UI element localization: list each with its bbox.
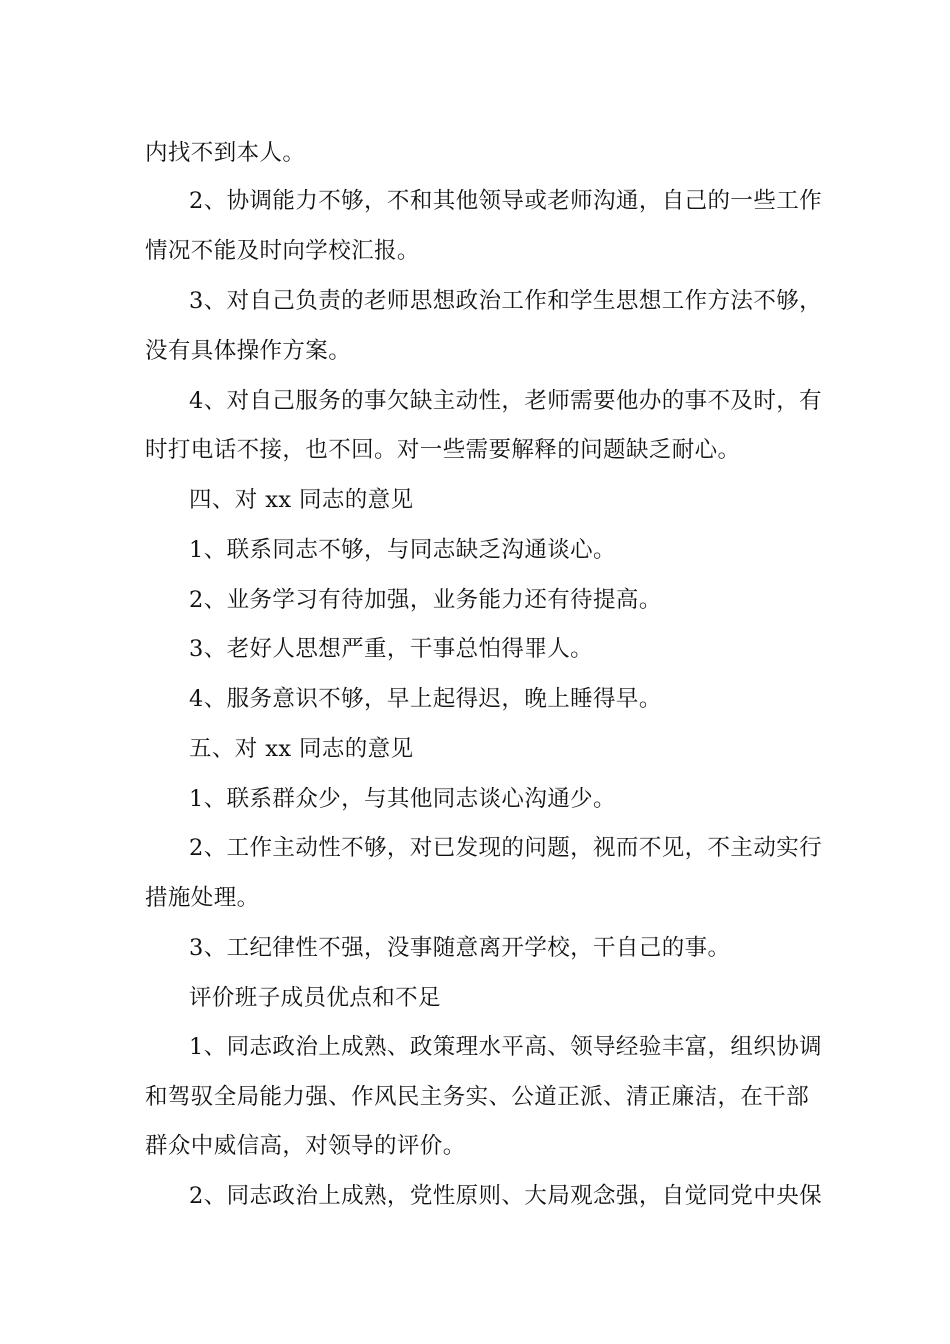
text-line: 1、同志政治上成熟、政策理水平高、领导经验丰富，组织协调 <box>189 1034 823 1060</box>
text-line: 2、同志政治上成熟，党性原则、大局观念强，自觉同党中央保 <box>189 1183 823 1209</box>
text-line: 4、服务意识不够，早上起得迟，晚上睡得早。 <box>189 686 662 712</box>
text-line: 2、业务学习有待加强，业务能力还有待提高。 <box>189 587 662 613</box>
text-line: 群众中威信高，对领导的评价。 <box>145 1133 466 1159</box>
section-heading: 五、对 xx 同志的意见 <box>189 736 414 762</box>
text-line: 1、联系群众少，与其他同志谈心沟通少。 <box>189 786 616 812</box>
section-heading: 四、对 xx 同志的意见 <box>189 487 414 513</box>
text-line: 内找不到本人。 <box>145 140 306 166</box>
text-line: 2、工作主动性不够，对已发现的问题，视而不见，不主动实行 <box>189 835 823 861</box>
text-line: 3、对自己负责的老师思想政治工作和学生思想工作方法不够， <box>189 288 823 314</box>
text-line: 2、协调能力不够，不和其他领导或老师沟通，自己的一些工作 <box>189 188 823 214</box>
text-line: 时打电话不接，也不回。对一些需要解释的问题缺乏耐心。 <box>145 437 741 463</box>
text-line: 3、工纪律性不强，没事随意离开学校，干自己的事。 <box>189 935 731 961</box>
text-line: 3、老好人思想严重，干事总怕得罪人。 <box>189 636 594 662</box>
text-line: 1、联系同志不够，与同志缺乏沟通谈心。 <box>189 537 616 563</box>
text-line: 情况不能及时向学校汇报。 <box>145 238 420 264</box>
text-line: 没有具体操作方案。 <box>145 338 352 364</box>
text-line: 措施处理。 <box>145 885 260 911</box>
section-heading: 评价班子成员优点和不足 <box>189 985 441 1011</box>
text-line: 和驾驭全局能力强、作风民主务实、公道正派、清正廉洁，在干部 <box>145 1084 810 1110</box>
text-line: 4、对自己服务的事欠缺主动性，老师需要他办的事不及时，有 <box>189 388 823 414</box>
